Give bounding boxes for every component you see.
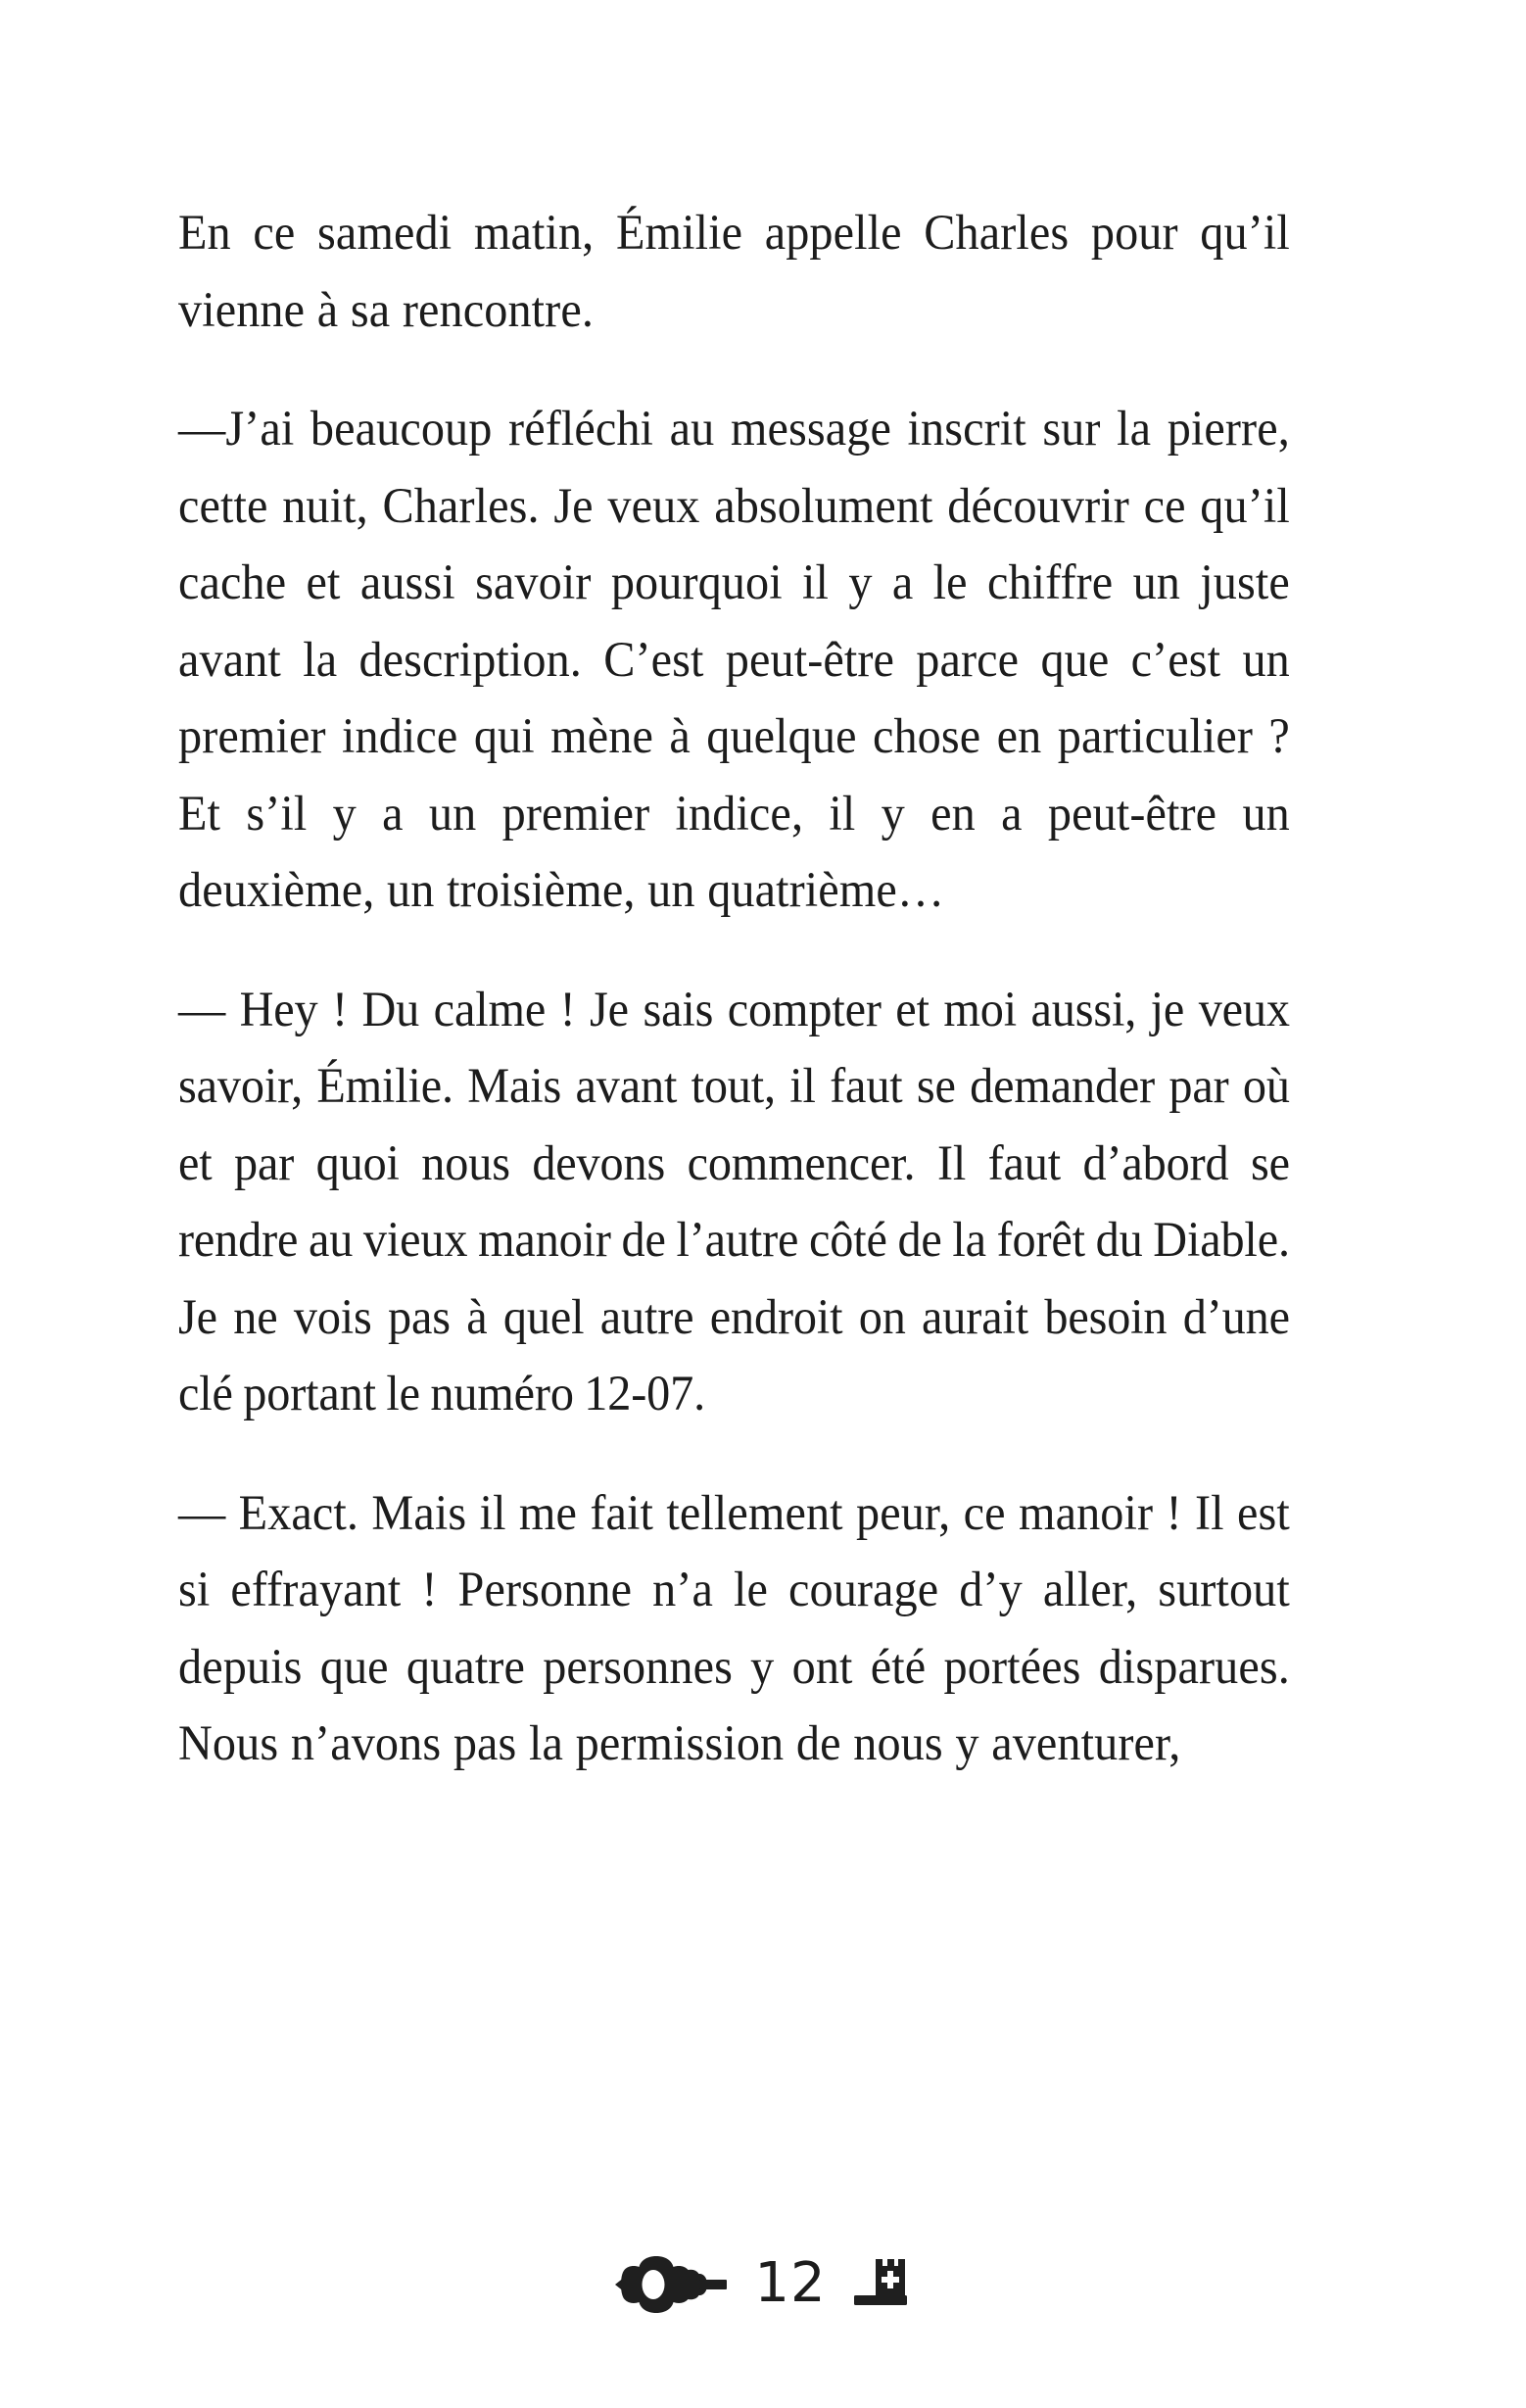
castle-tower-icon xyxy=(852,2256,913,2313)
paragraph-4: — Exact. Mais il me fait tellement peur, ce manoir ! Il est si effrayant ! Personne n’a le courage d’y aller, surtout depuis que quatre personnes y ont été portées disparues. Nous n’avons pas la permission de nous y aventurer, xyxy=(178,1484,1290,1770)
paragraph-2: —J’ai beaucoup réfléchi au message inscrit sur la pierre, cette nuit, Charles. Je veux absolument découvrir ce qu’il cache et aussi savoir pourquoi il y a le chiffre un juste avant la description. C’est peut-être parce que c’est un premier indice qui mène à quelque chose en particulier ? Et s’il y a un premier indice, il y en a peut-être un deuxième, un troisième, un quatrième… xyxy=(178,401,1290,917)
paragraph-3: — Hey ! Du calme ! Je sais compter et moi aussi, je veux savoir, Émilie. Mais avant tout, il faut se demander par où et par quoi nous devons commencer. Il faut d’abord se rendre au vieux manoir de l’autre côté de la forêt du Diable. Je ne vois pas à quel autre endroit on aurait besoin d’une clé portant le numéro 12-07. xyxy=(178,981,1290,1421)
paragraph-1: En ce samedi matin, Émilie appelle Charles pour qu’il vienne à sa rencontre. xyxy=(178,205,1290,337)
page-footer xyxy=(0,2226,1526,2343)
key-icon xyxy=(613,2254,729,2315)
page-number: 12 xyxy=(754,2251,827,2315)
footer-ornament-group xyxy=(613,2251,912,2315)
page-text-column xyxy=(178,194,1290,1782)
